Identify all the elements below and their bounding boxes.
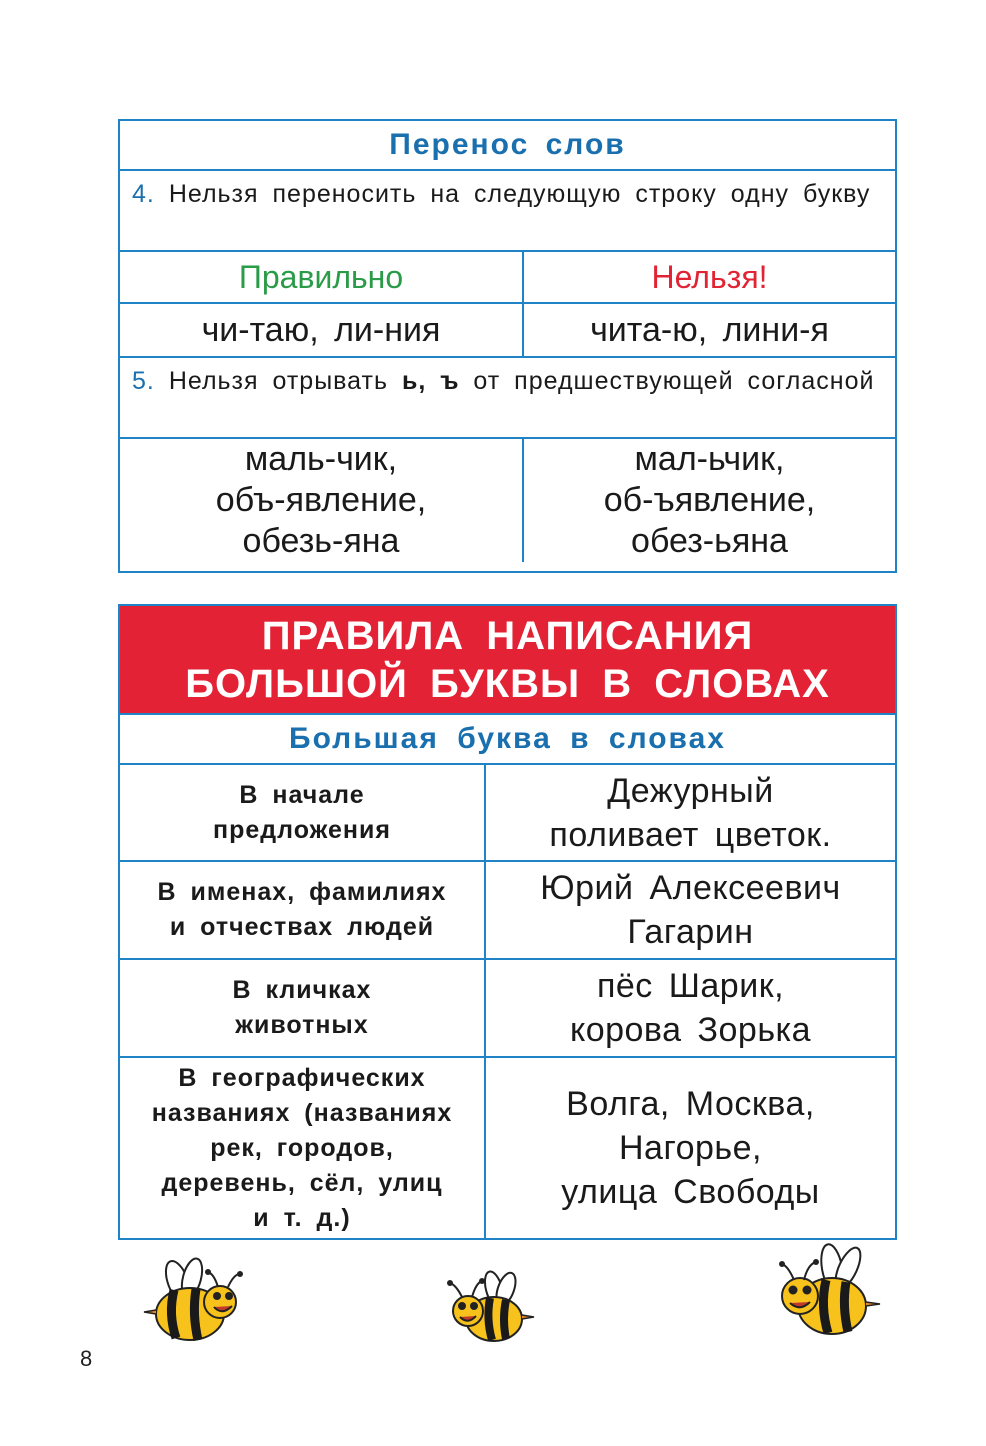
banner-line: БОЛЬШОЙ БУКВЫ В СЛОВАХ <box>185 661 830 706</box>
label-line: В именах, фамилиях <box>157 878 447 906</box>
rule-text: Нельзя переносить на следующую строку одну букву <box>168 180 871 208</box>
example-line: обез-ьяна <box>631 522 788 560</box>
label-line: рек, городов, <box>210 1133 394 1162</box>
row-value <box>486 1058 895 1238</box>
example-row-4 <box>120 304 895 358</box>
value-line: корова Зорька <box>569 1011 812 1049</box>
row-value <box>486 960 895 1056</box>
example-line: мал-ьчик, <box>634 440 785 478</box>
banner-title <box>120 606 895 715</box>
rule-number: 5. <box>132 367 155 395</box>
value-line: Юрий Алексеевич <box>540 869 841 907</box>
example-line: обезь-яна <box>242 522 400 560</box>
rule-text-before: Нельзя отрывать <box>168 367 389 395</box>
example-correct: чи-таю, ли-ния <box>120 304 524 356</box>
bee-icon <box>140 1252 250 1348</box>
rule-text-after: от предшествующей согласной <box>473 367 875 395</box>
value-line: поливает цветок. <box>549 815 832 854</box>
rule-number: 4. <box>132 180 155 208</box>
label-line: названиях (названиях <box>151 1098 453 1127</box>
table-row <box>120 1058 895 1238</box>
example-line: маль-чик, <box>244 440 398 478</box>
rule-4 <box>120 171 895 252</box>
bee-icon <box>770 1240 882 1344</box>
example-line: об-ъявление, <box>603 481 816 519</box>
rule-5 <box>120 358 895 439</box>
subtitle: Большая буква в словах <box>120 715 895 765</box>
label-line: и т. д.) <box>253 1203 351 1232</box>
row-label <box>120 1058 486 1238</box>
value-line: Гагарин <box>627 913 754 951</box>
header-wrong: Нельзя! <box>651 258 768 295</box>
example-wrong-list <box>524 439 895 562</box>
value-line: Волга, Москва, <box>566 1085 815 1123</box>
value-line: Дежурный <box>607 771 774 810</box>
banner-line: ПРАВИЛА НАПИСАНИЯ <box>261 613 754 658</box>
example-wrong: чита-ю, лини-я <box>590 310 829 349</box>
label-line: и отчествах людей <box>169 913 435 941</box>
capital-letters-table <box>118 604 897 1240</box>
row-value <box>486 765 895 860</box>
example-correct-list <box>120 439 524 562</box>
value-line: Нагорье, <box>618 1129 762 1167</box>
page-number: 8 <box>80 1346 93 1371</box>
row-value <box>486 862 895 958</box>
header-correct: Правильно <box>120 252 524 302</box>
bee-icon <box>440 1267 536 1347</box>
label-line: деревень, сёл, улиц <box>161 1168 443 1197</box>
table-row <box>120 862 895 960</box>
label-line: предложения <box>213 815 391 844</box>
word-transfer-table <box>118 119 897 573</box>
example-line: объ-явление, <box>215 481 427 519</box>
table-row <box>120 765 895 862</box>
label-line: животных <box>235 1011 369 1039</box>
header-row <box>120 252 895 304</box>
example-row-5 <box>120 439 895 562</box>
row-label <box>120 862 486 958</box>
value-line: улица Свободы <box>561 1173 820 1211</box>
label-line: В географических <box>178 1063 426 1092</box>
rule-signs: ь, ъ <box>401 367 460 395</box>
table-row <box>120 960 895 1058</box>
label-line: В начале <box>239 780 365 809</box>
row-label <box>120 960 486 1056</box>
label-line: В кличках <box>232 976 372 1004</box>
table-title: Перенос слов <box>120 121 895 171</box>
value-line: пёс Шарик, <box>596 967 785 1005</box>
row-label <box>120 765 486 860</box>
